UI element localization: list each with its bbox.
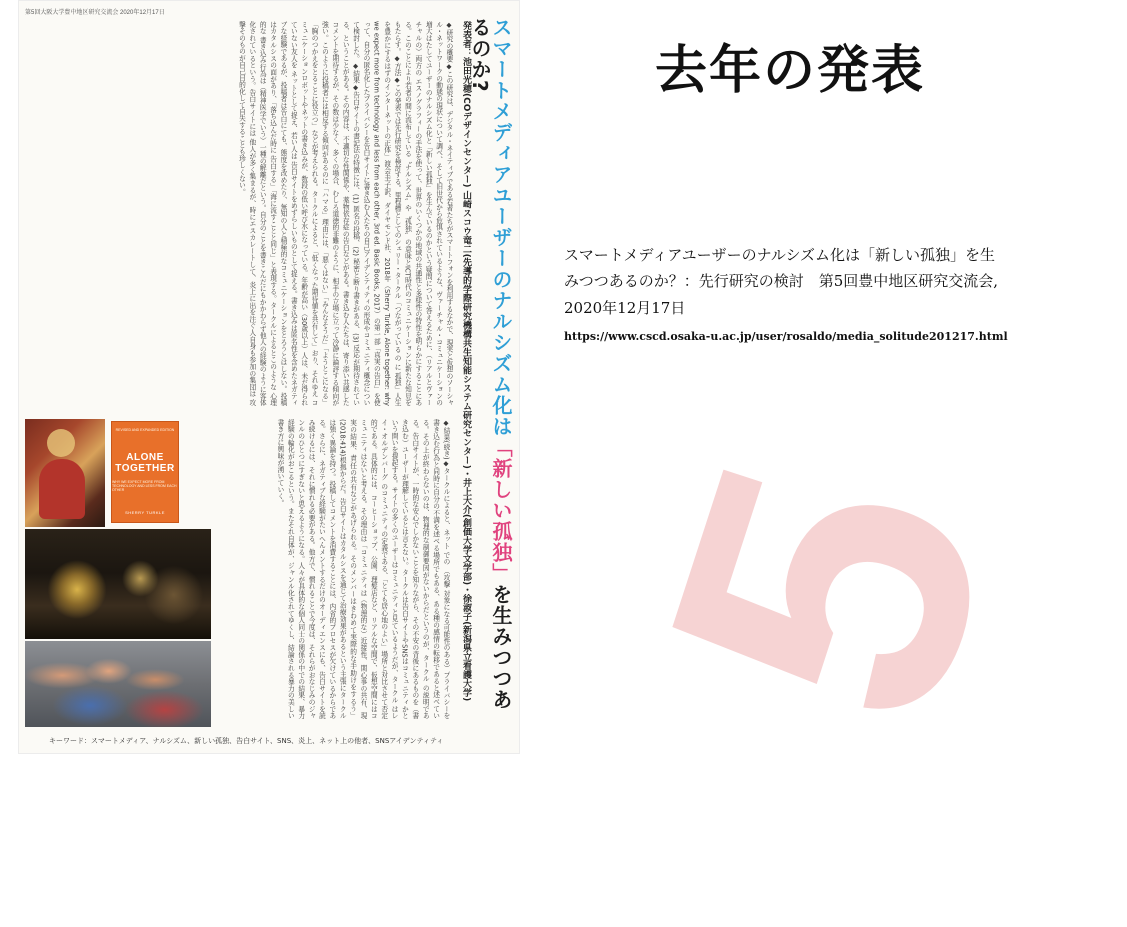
poster-title xyxy=(468,17,513,729)
poster-body-upper: ◆研究の概要◆この研究は、デジタル・ネイティブである若者たちがスマートフォンを利用するなかで、現実と仮想のソーシャル・ネットワークの動態の現状について調べ、そして旧世代から危惧されているような、ヴァーチャル・コミュニケーションの増大はたしてユーザーのナルシズム化と「新しい孤独」を生んでいるのかという疑問について答えるために、（リアルとヴァーチャルの）両方の エスノグラフィーの手法を使って、世界のいくつかの地域の共通性と多様性の特性を明らかにすることにある。このことにより若者の間に流布している〝ナルシズム〟や〝孤独〟の意味とICT時代のコミュニケーションに新たな知見をもたらす。◆方法◆この発表では先行研究を検討する。里程標としてのシェリー・タークル「つながっている の に 孤独」人生を豊かにするはずのインターネットの正体」渡会圭子訳、ダイヤモンド社、2018年（Sherry Turkle, Alone together: why we expect more from technology and less from each other, 3rd ed. Basic Books, 2017）の第一部「真実の告白」を使って、自分の匿名化したプライバシーを告白サイトに書き込む人たちの自己アイデンティティの形成やコミュニティ概念について検討した。◆結果◆告白サイトの書記法の特徴には、(1) 匿名の投稿、(2) 秘密と断り書きがある、(3) 反応が期待されている、ということがある。その内容は、不適切な性関係や、薬物依存症の告白などがある。書き込む人たちは、寄り添い共感したコメントを期待するが、その数は少なく、多くの場合、むしろ道徳的非難のように、相手の立場に立って冷静に論評する傾向が強い。このように投稿者には相反する傾向があるのに「ハマる」理由には、「悪くはない」「みんなそうだ」「ようとこになる」「胸のつかえをとることに役立つ」などが考えられる。タークルによると、「低くなった期待値を共有して」おり、それゆえ コミュニケーションロボットやネットの書き込みが、数段の低い呼び水になっている。年齢が高い（30歳以上）人は、未だ得られていない友人を ネットとして捉え、若い人は 告白サイトをめずらしいものとして捉える。書き込みは匿名性を含めたネガティブな経験であるが、投稿者は告白にても、態度を改めたり、無知の人と積極的なコミュニケーションをとろうとはしない。投稿はカタルシスの面があり、「落ち込んだ時に 告白する」「海に流すことと同じ」と表現する。タークルによるとこのような 心理的な 書き込み行為は（精神医学でいう）一種の解離だという。自分のことを書きこんだにもかかわらず他人の経験のように客体化されているという。告白サイトには 他人が多く集まるが、時にエスカレートして、炎上に出を注ぐ人自身も参加の集団は 攻撃そのものが自己目的化して自失することも珍しくない。 xyxy=(237,21,453,406)
poster-title-part-4: を生みつつあるのか? xyxy=(468,17,513,710)
people-with-smartphones-photo xyxy=(25,641,211,727)
poster-header: 第5回大阪大学豊中地区研究交流会 2020年12月17日 xyxy=(25,10,165,16)
poster-title-part-1: スマートメディアユーザーの xyxy=(489,17,513,290)
book-author: SHERRY TURKLE xyxy=(125,510,165,515)
poster-document xyxy=(18,0,520,754)
painting-halo xyxy=(47,429,75,457)
painting-figure xyxy=(39,459,85,519)
book-subtitle: WHY WE EXPECT MORE FROM TECHNOLOGY AND LESS FROM EACH OTHER xyxy=(112,480,177,492)
slide-reference-text: スマートメディアユーザーのナルシズム化は「新しい孤独」を生みつつあるのか？：先行研究の検討 第5回豊中地区研究交流会, 2020年12月17日 xyxy=(564,246,999,317)
book-edition: REVISED AND EXPANDED EDITION xyxy=(115,428,175,432)
poster-body-lower: ◆結果(続き)◆タークルによると、ネット での （攻撃 対象になる可能性のある）プライバシーを書き込む行為と同時に自分の不満を述べる場所でもある、ある種の感情の転移であると述べている。その上が終わらないのは、物理的な制御要因がないからだというのが、タークル の説明である。告白サイトが、一時的な安心でしかないことを知りながら、その不安の背後にあるものを（書き込む）ユーザーが理解しているとは言えない。タークルは告白サイトやSNSはコミュニティかという問いを提起する。サイトの多くのユーザーはコミュニティと見ているようだが、タークル はレイ・オルデンバーグ のコミュニティの定義である、「とても居心地のよい」場所と対比させて否定的である。具体的には、コーヒーショップ、公園、理髪店など、リアルな空間で、仮想空間にはコミュニティはないと考える。その理由は「コミュニティは（物理的な）近接性、関心事の共有、現実の結果、責任の共有などがあげられる。そのメンバーはきわめて実際的な手助けをするう」(2018:414)根拠からだ。告白サイトはカタルシスを通じて治療効果があるという主張にタークル は強く異論を持つ。投稿してコメントを消費することには、内省的プロセスが欠けているからである。さらに、ネガティブな経験がたいへんメントするだけのオーディエンスにも、告白サイトを読み続けるには、それに慣れる必要がある。他方で、慣れることで今度は、それらがおなじみのジャンルのひとつにすぎないと思えるようになる。人々が具体的な個人同士の関係の中での結果、暴力経験の輪化がおこるという。またそれ自体が、ジャンル化されてゆくし、結論される暴力の美しい書き方に興味が湧いていく。 xyxy=(276,419,450,719)
painting-image xyxy=(25,419,105,527)
slide-number-watermark: 5 xyxy=(580,416,1075,767)
poster-title-part-3: 「新しい孤独」 xyxy=(489,437,513,584)
slide-title: 去年の発表 xyxy=(654,40,925,101)
slide-reference-url[interactable]: https://www.cscd.osaka-u.ac.jp/user/rosaldo/media_solitude201217.html xyxy=(564,330,1008,343)
night-watch-painting-image xyxy=(25,529,211,639)
poster-authors: 発表者：池田光穂(COデザインセンター) 山崎スコウ竜二(先導的学際研究機構共生知能システム研究センター)・井上大介(創価大学文学部)・徐淑子(新潟県立看護大学) xyxy=(461,21,471,702)
book-title: ALONE TOGETHER xyxy=(115,452,175,474)
book-cover-image xyxy=(111,421,179,523)
poster-keywords: キーワード：スマートメディア、ナルシズム、新しい孤独、告白サイト、SNS、炎上、ネット上の他者、SNSアイデンティティ xyxy=(49,737,444,745)
poster-title-part-2: ナルシズム化は xyxy=(489,290,513,437)
